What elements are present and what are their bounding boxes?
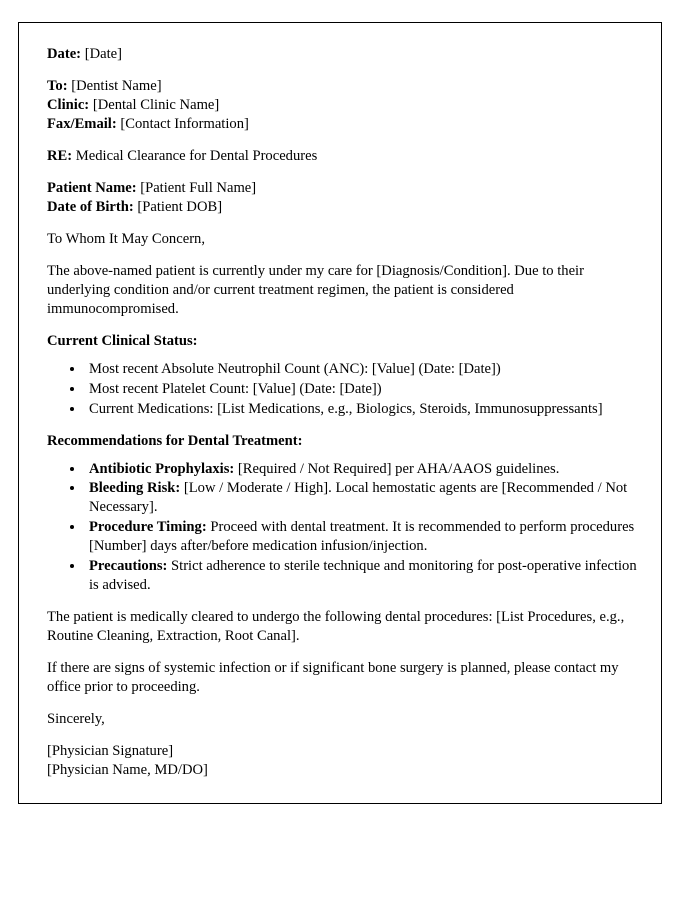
recommendation-label: Bleeding Risk: (89, 480, 181, 497)
recommendation-label: Antibiotic Prophylaxis: (89, 460, 235, 477)
to-value: [Dentist Name] (71, 77, 162, 94)
recipient-block (47, 77, 637, 134)
patient-dob-value: [Patient DOB] (137, 198, 223, 215)
recipient-to-line (47, 77, 637, 96)
list-item (85, 518, 637, 556)
closing: Sincerely, (47, 711, 105, 728)
current-clinical-status-list (47, 360, 637, 419)
recipient-fax-line (47, 115, 637, 134)
recipient-clinic-line (47, 96, 637, 115)
recommendation-label: Precautions: (89, 558, 168, 575)
recommendation-label: Procedure Timing: (89, 519, 207, 536)
to-label: To: (47, 77, 68, 94)
list-item: • Current Medications: [List Medications, e.g., Biologics, Steroids, Immunosuppressants] (85, 400, 637, 419)
patient-name-value: [Patient Full Name] (140, 179, 257, 196)
salutation: To Whom It May Concern, (47, 230, 205, 247)
patient-dob-label: Date of Birth: (47, 198, 134, 215)
list-item (85, 479, 637, 517)
date-value: [Date] (84, 46, 122, 62)
recommendations-list (47, 460, 637, 596)
list-item: • Most recent Absolute Neutrophil Count (ANC): [Value] (Date: [Date]) (85, 360, 637, 379)
list-item (85, 557, 637, 595)
subject-value: Medical Clearance for Dental Procedures (75, 147, 318, 164)
fax-value: [Contact Information] (120, 115, 249, 132)
intro-paragraph: The above-named patient is currently under my care for [Diagnosis/Condition]. Due to their underlying condition and/or current treatment regimen, the patient is considered immunocompromised. (47, 262, 584, 317)
date-label: Date: (47, 46, 82, 62)
recommendation-text: [Low / Moderate / High]. Local hemostatic agents are [Recommended / Not Necessary]. (89, 480, 628, 516)
list-item: • Most recent Platelet Count: [Value] (Date: [Date]) (85, 380, 637, 399)
document-body (47, 45, 637, 780)
recommendations-heading: Recommendations for Dental Treatment: (47, 432, 303, 449)
subject-label: RE: (47, 147, 73, 164)
current-clinical-status-heading: Current Clinical Status: (47, 332, 198, 349)
patient-name-line (47, 179, 637, 198)
fax-label: Fax/Email: (47, 115, 117, 132)
subject-line (47, 147, 637, 166)
recommendation-text: Strict adherence to sterile technique and monitoring for post-operative infection is advised. (89, 558, 637, 594)
document-page (18, 22, 662, 804)
patient-name-label: Patient Name: (47, 179, 137, 196)
physician-name-line: [Physician Name, MD/DO] (47, 762, 208, 779)
patient-dob-line (47, 198, 637, 217)
recommendation-text: [Required / Not Required] per AHA/AAOS guidelines. (234, 460, 560, 477)
contact-paragraph: If there are signs of systemic infection or if significant bone surgery is planned, please contact my office prior to proceeding. (47, 660, 619, 696)
clinic-label: Clinic: (47, 96, 90, 113)
patient-block (47, 179, 637, 217)
recommendation-text: Proceed with dental treatment. It is recommended to perform procedures [Number] days after/before medication infusion/injection. (89, 519, 635, 555)
list-item (85, 460, 637, 479)
clearance-paragraph: The patient is medically cleared to undergo the following dental procedures: [List Procedures, e.g., Routine Cleaning, Extraction, Root Canal]. (47, 609, 625, 645)
clinic-value: [Dental Clinic Name] (92, 96, 220, 113)
signature-line: [Physician Signature] (47, 743, 174, 760)
date-line (47, 45, 637, 64)
